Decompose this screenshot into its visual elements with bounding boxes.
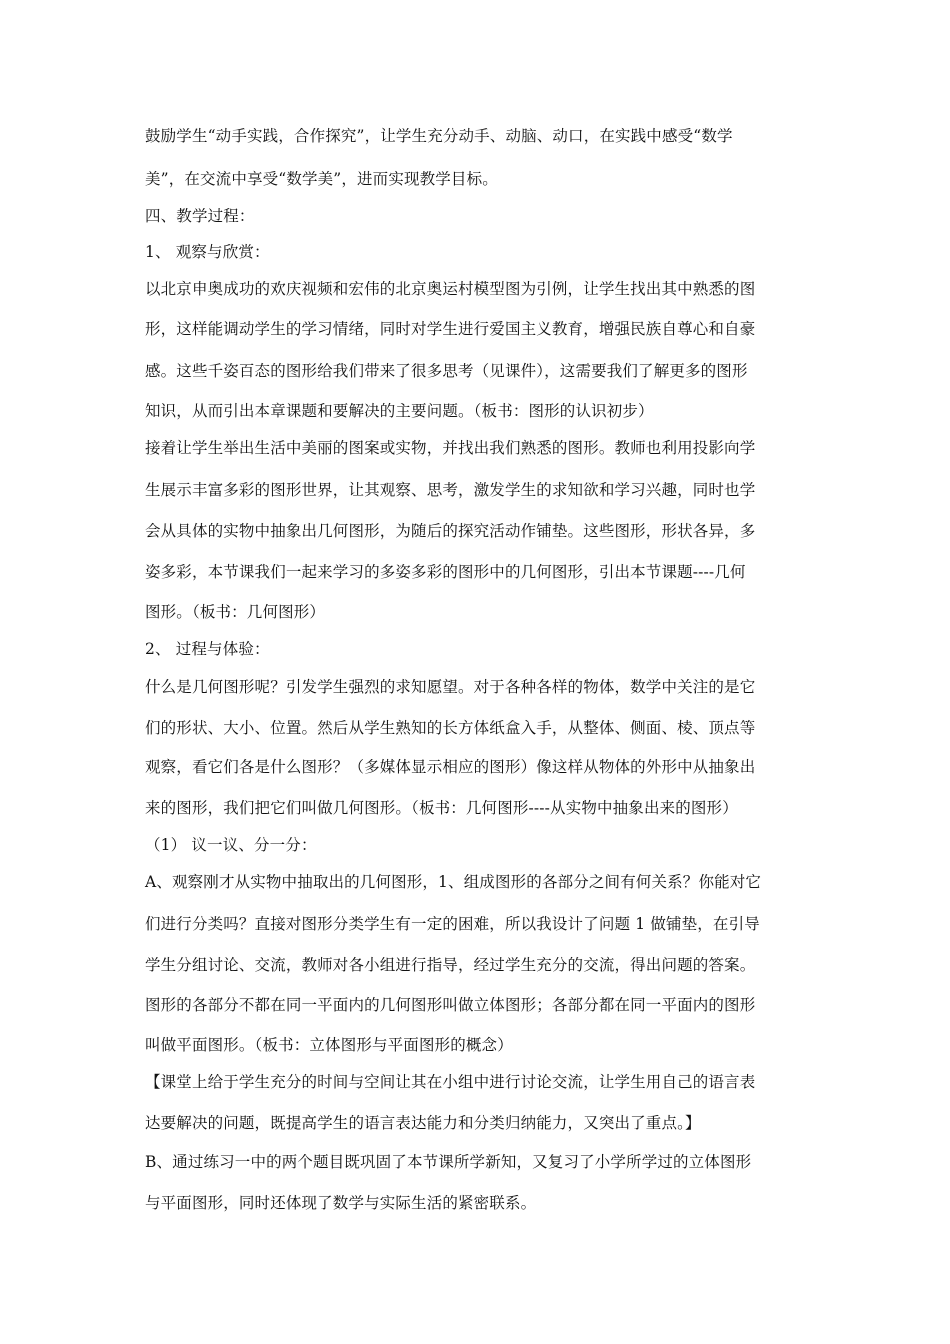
paragraph-line: 知识，从而引出本章课题和要解决的主要问题。（板书：图形的认识初步） — [145, 402, 654, 420]
paragraph-line: 图形的各部分不都在同一平面内的几何图形叫做立体图形；各部分都在同一平面内的图形 — [145, 996, 756, 1014]
subsection-heading: （1） 议一议、分一分： — [145, 836, 317, 854]
note-line: 达要解决的问题，既提高学生的语言表达能力和分类归纳能力，又突出了重点。】 — [145, 1114, 701, 1132]
paragraph-line: 鼓励学生“动手实践，合作探究”，让学生充分动手、动脑、动口，在实践中感受“数学 — [145, 127, 733, 145]
paragraph-line: 姿多彩，本节课我们一起来学习的多姿多彩的图形中的几何图形，引出本节课题----几何 — [145, 563, 746, 581]
note-line: 【课堂上给于学生充分的时间与空间让其在小组中进行讨论交流，让学生用自己的语言表 — [145, 1073, 756, 1091]
paragraph-line: A、观察刚才从实物中抽取出的几何图形，1、组成图形的各部分之间有何关系？你能对它 — [145, 873, 762, 891]
paragraph-line: 与平面图形，同时还体现了数学与实际生活的紧密联系。 — [145, 1194, 537, 1212]
paragraph-line: 叫做平面图形。（板书：立体图形与平面图形的概念） — [145, 1036, 513, 1054]
paragraph-line: 什么是几何图形呢？引发学生强烈的求知愿望。对于各种各样的物体，数学中关注的是它 — [145, 678, 756, 696]
subsection-heading: 2、 过程与体验： — [145, 640, 270, 658]
paragraph-line: 来的图形，我们把它们叫做几何图形。（板书：几何图形----从实物中抽象出来的图形） — [145, 799, 738, 817]
paragraph-line: 会从具体的实物中抽象出几何图形，为随后的探究活动作铺垫。这些图形，形状各异，多 — [145, 522, 756, 540]
section-heading: 四、教学过程： — [145, 207, 255, 225]
paragraph-line: 们进行分类吗？直接对图形分类学生有一定的困难，所以我设计了问题 1 做铺垫，在引导 — [145, 915, 760, 933]
paragraph-line: 生展示丰富多彩的图形世界，让其观察、思考，激发学生的求知欲和学习兴趣，同时也学 — [145, 481, 756, 499]
paragraph-line: 们的形状、大小、位置。然后从学生熟知的长方体纸盒入手，从整体、侧面、棱、顶点等 — [145, 719, 756, 737]
subsection-heading: 1、 观察与欣赏： — [145, 243, 270, 261]
paragraph-line: 图形。（板书：几何图形） — [145, 603, 326, 621]
paragraph-line: B、通过练习一中的两个题目既巩固了本节课所学新知，又复习了小学所学过的立体图形 — [145, 1153, 752, 1171]
paragraph-line: 学生分组讨论、交流，教师对各小组进行指导，经过学生充分的交流，得出问题的答案。 — [145, 956, 756, 974]
paragraph-line: 感。这些千姿百态的图形给我们带来了很多思考（见课件），这需要我们了解更多的图形 — [145, 362, 748, 380]
paragraph-line: 以北京申奥成功的欢庆视频和宏伟的北京奥运村模型图为引例，让学生找出其中熟悉的图 — [145, 280, 756, 298]
paragraph-line: 形，这样能调动学生的学习情绪，同时对学生进行爱国主义教育，增强民族自尊心和自豪 — [145, 320, 756, 338]
paragraph-line: 观察，看它们各是什么图形？（多媒体显示相应的图形）像这样从物体的外形中从抽象出 — [145, 758, 756, 776]
paragraph-line: 接着让学生举出生活中美丽的图案或实物，并找出我们熟悉的图形。教师也利用投影向学 — [145, 439, 756, 457]
paragraph-line: 美”，在交流中享受“数学美”，进而实现教学目标。 — [145, 170, 498, 188]
